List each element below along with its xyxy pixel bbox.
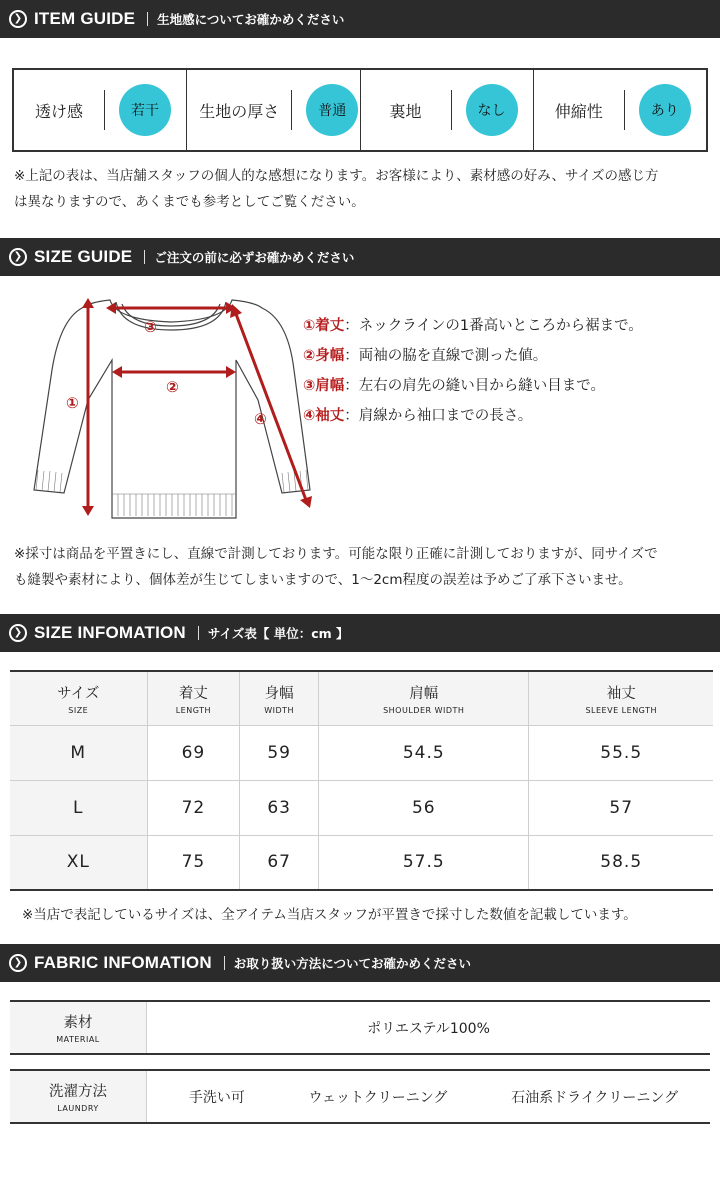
length-cell: 72: [147, 780, 240, 835]
guide-badge: 普通: [306, 84, 358, 136]
marker-4: ④: [254, 410, 267, 428]
size-guide-title: SIZE GUIDE: [34, 247, 133, 266]
fabric-info-subtitle: お取り扱い方法についてお確かめください: [233, 956, 472, 971]
guide-cell-lining: [361, 70, 534, 150]
sweater-diagram: [0, 290, 330, 530]
column-header: 着丈 LENGTH: [147, 671, 240, 725]
length-cell: 69: [147, 725, 240, 780]
header-divider: [144, 250, 145, 264]
chevron-right-circle-icon: ❯: [9, 10, 27, 28]
shoulder-cell: 56: [319, 780, 529, 835]
table-row: [10, 835, 713, 890]
guide-label: 伸縮性: [554, 101, 603, 121]
width-cell: 67: [240, 835, 319, 890]
header-divider: [224, 956, 225, 970]
note-line: も縫製や素材により、個体差が生じてしまいますので、1〜2cm程度の誤差は予めご了承下さいませ。: [14, 572, 632, 588]
chevron-right-circle-icon: ❯: [9, 248, 27, 266]
guide-cell-stretch: [534, 70, 706, 150]
item-guide-header: [0, 0, 720, 38]
material-row: [10, 1000, 710, 1055]
chevron-right-circle-icon: ❯: [9, 624, 27, 642]
column-header: 肩幅 SHOULDER WIDTH: [319, 671, 529, 725]
sleeve-cell: 57: [529, 780, 713, 835]
size-guide-note: [14, 541, 714, 593]
header-divider: [198, 626, 199, 640]
shoulder-cell: 54.5: [319, 725, 529, 780]
fabric-info-header: [0, 944, 720, 982]
guide-badge: あり: [639, 84, 691, 136]
sleeve-cell: 55.5: [529, 725, 713, 780]
legend-item: ②身幅：両袖の脇を直線で測った値。: [303, 348, 548, 364]
marker-3: ③: [144, 318, 157, 336]
item-guide-note: [14, 163, 714, 215]
item-guide-subtitle: 生地感についてお確かめください: [157, 12, 345, 27]
chevron-right-circle-icon: ❯: [9, 954, 27, 972]
column-header: 袖丈 SLEEVE LENGTH: [529, 671, 713, 725]
laundry-values: [147, 1071, 710, 1122]
material-header: 素材 MATERIAL: [10, 1002, 147, 1053]
size-cell: XL: [10, 835, 147, 890]
laundry-value: 手洗い可: [188, 1089, 245, 1106]
guide-divider: [451, 90, 452, 130]
laundry-header: 洗濯方法 LAUNDRY: [10, 1071, 147, 1122]
guide-badge: 若干: [119, 84, 171, 136]
fabric-info-title: FABRIC INFOMATION: [34, 953, 212, 972]
guide-cell-transparency: [14, 70, 187, 150]
guide-divider: [291, 90, 292, 130]
size-info-title: SIZE INFOMATION: [34, 623, 186, 642]
width-cell: 63: [240, 780, 319, 835]
legend-item: ①着丈：ネックラインの1番高いところから裾まで。: [303, 318, 643, 334]
marker-1: ①: [66, 394, 79, 412]
size-cell: M: [10, 725, 147, 780]
legend-item: ③肩幅：左右の肩先の縫い目から縫い目まで。: [303, 378, 605, 394]
header-divider: [147, 12, 148, 26]
measurement-legend: [303, 311, 643, 431]
guide-label: 裏地: [389, 101, 422, 121]
guide-label: 透け感: [34, 101, 83, 121]
material-value: ポリエステル100%: [367, 1020, 490, 1037]
note-line: ※上記の表は、当店舗スタッフの個人的な感想になります。お客様により、素材感の好み、サイズの感じ方: [14, 168, 659, 184]
size-info-subtitle: サイズ表【 単位：cm 】: [207, 626, 349, 641]
shoulder-cell: 57.5: [319, 835, 529, 890]
size-guide-header: [0, 238, 720, 276]
size-info-note: ※当店で表記しているサイズは、全アイテム当店スタッフが平置きで採寸した数値を記載しています。: [22, 907, 637, 923]
laundry-value: ウェットクリーニング: [308, 1089, 448, 1106]
width-cell: 59: [240, 725, 319, 780]
laundry-row: [10, 1069, 710, 1124]
size-info-header: [0, 614, 720, 652]
size-cell: L: [10, 780, 147, 835]
size-guide-subtitle: ご注文の前に必ずお確かめください: [154, 250, 355, 265]
table-row: [10, 725, 713, 780]
sleeve-cell: 58.5: [529, 835, 713, 890]
item-guide-table: [12, 68, 708, 152]
table-row: [10, 780, 713, 835]
guide-label: 生地の厚さ: [199, 101, 280, 121]
table-header-row: [10, 671, 713, 725]
column-header: 身幅 WIDTH: [240, 671, 319, 725]
note-line: ※採寸は商品を平置きにし、直線で計測しております。可能な限り正確に計測しておりますが、同サイズで: [14, 546, 658, 562]
marker-2: ②: [166, 378, 179, 396]
guide-badge: なし: [466, 84, 518, 136]
guide-divider: [624, 90, 625, 130]
legend-item: ④袖丈：肩線から袖口までの長さ。: [303, 408, 533, 424]
note-line: は異なりますので、あくまでも参考としてご覧ください。: [14, 194, 365, 210]
column-header: サイズ SIZE: [10, 671, 147, 725]
guide-cell-thickness: [187, 70, 360, 150]
item-guide-title: ITEM GUIDE: [34, 9, 136, 28]
guide-divider: [104, 90, 105, 130]
size-table: [10, 670, 713, 891]
laundry-value: 石油系ドライクリーニング: [511, 1089, 679, 1106]
length-cell: 75: [147, 835, 240, 890]
